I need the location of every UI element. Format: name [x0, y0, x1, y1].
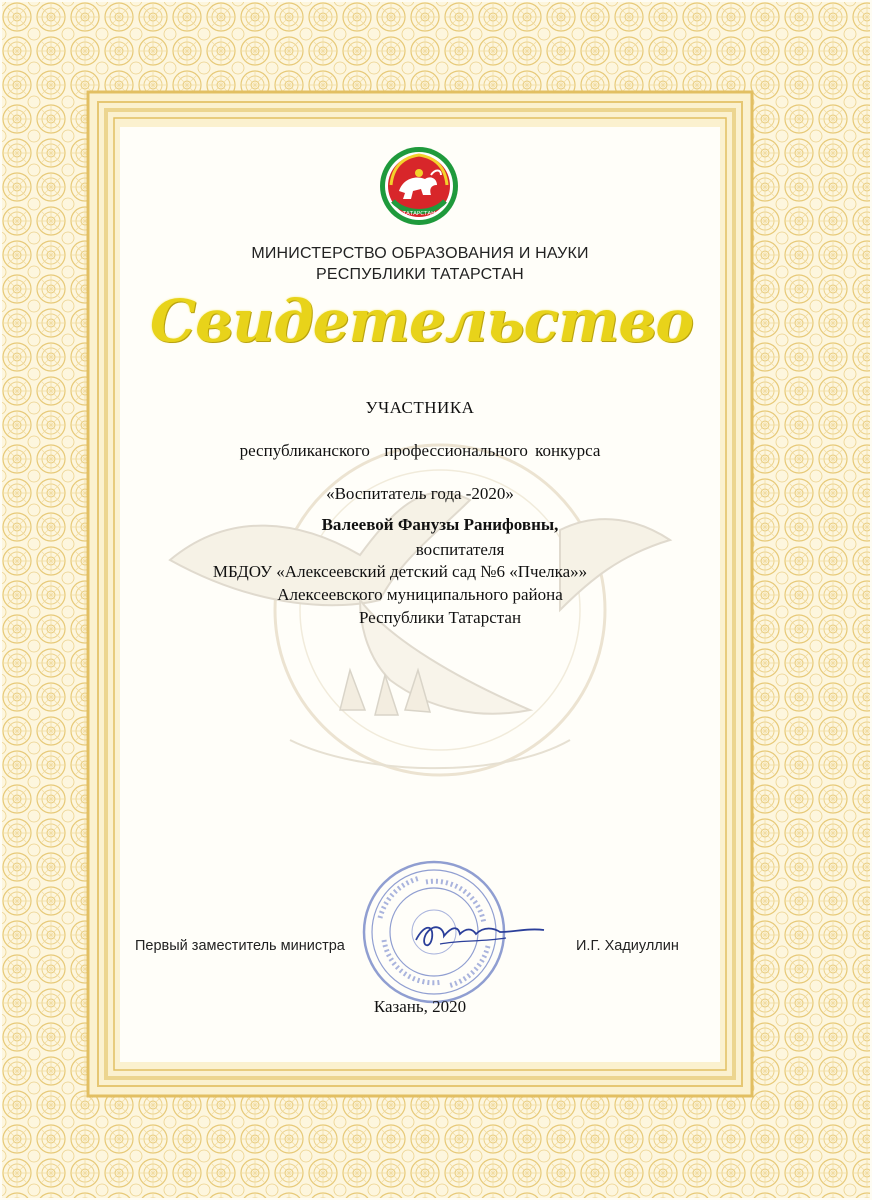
recipient-name-text: Валеевой Фанузы Ранифовны: [321, 515, 555, 534]
republic-name: Республики Татарстан: [358, 608, 522, 627]
signer-name: И.Г. Хадиуллин: [576, 938, 679, 954]
contest-name: «Воспитатель года -2020»: [326, 484, 514, 503]
signature-icon: [410, 910, 550, 960]
district-name: Алексеевского муниципального района: [277, 585, 563, 604]
ministry-line-1: МИНИСТЕРСТВО ОБРАЗОВАНИЯ И НАУКИ: [251, 245, 589, 262]
emblem-label: ТАТАРСТАН: [402, 211, 436, 217]
ministry-line-2: РЕСПУБЛИКИ ТАТАРСТАН: [316, 266, 524, 283]
tatarstan-coat-of-arms-icon: [375, 145, 463, 227]
contest-description: республиканского профессионального конкурса: [239, 441, 601, 460]
ministry-name: [180, 243, 660, 285]
city-year: Казань, 2020: [373, 997, 467, 1016]
recipient-position: воспитателя: [415, 540, 505, 559]
recipient-name: Валеевой Фанузы Ранифовны,: [321, 515, 559, 534]
institution-name: МБДОУ «Алексеевский детский сад №6 «Пчелка»»: [212, 562, 588, 581]
participant-label: УЧАСТНИКА: [365, 398, 475, 417]
signer-title: Первый заместитель министра: [135, 938, 345, 954]
certificate-title: Свидетельство: [150, 287, 694, 355]
